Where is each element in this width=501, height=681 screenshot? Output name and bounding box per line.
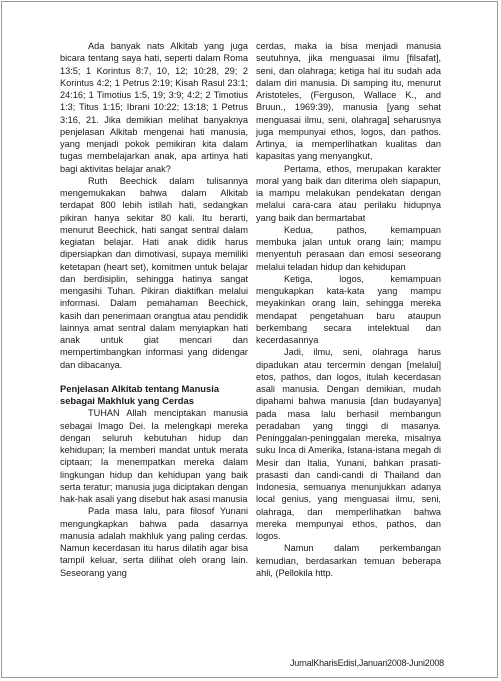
left-column: [60, 40, 248, 579]
paragraph: Ketiga, logos, kemampuan mengukapkan kata-kata yang mampu meyakinkan orang lain, sehingga mereka mendapat pengetahuan baru ataupun berkembang secara intelektual dan kecerdasannya: [256, 273, 441, 345]
paragraph: Kedua, pathos, kemampuan membuka jalan untuk orang lain; mampu menyentuh perasaan dan emosi seseorang melalui teladan hidup dan kehidupan: [256, 224, 441, 272]
paragraph: Namun dalam perkembangan kemudian, berdasarkan temuan beberapa ahli, (Pellokila http.: [256, 543, 441, 578]
section-heading: Penjelasan Alkitab tentang Manusia sebagai Makhluk yang Cerdas: [60, 382, 220, 406]
journal-footer: JurnalKharisEdisI,Januari2008-Juni2008: [289, 658, 444, 668]
paragraph: TUHAN Allah menciptakan manusia sebagai Imago Dei. Ia melengkapi mereka dengan seluruh kebutuhan hidup dan kehidupan; Ia memberi mandat untuk merata ciptaan; Ia menempatkan mereka dalam lingkungan hidup dan kehidupan yang baik serta teratur; manusia juga diciptakan dengan hak-hak asali yang disebut hak asasi manusia: [60, 408, 248, 504]
paragraph: Pada masa lalu, para filosof Yunani mengungkapkan bahwa pada dasarnya manusia adalah makhluk yang paling cerdas. Namun kecerdasan itu harus dilatih agar bisa tampil keluar, serta dilihat oleh orang lain. Seseorang yang: [60, 506, 248, 578]
paragraph: Jadi, ilmu, seni, olahraga harus dipadukan atau tercermin dengan [melalui] etos, pathos, dan logos, itulah kecerdasan asali manusia. Dengan demikian, mudah dipahami bahwa manusia [dan budayanya] pada masa lalu berhasil membangun peradaban yang tinggi di masanya. Peninggalan-peninggalan mereka, misalnya suku Inca di Amerika, Istana-istana megah di Mesir dan Italia, Yunani, bahkan prasati-prasasti dan candi-candi di Thailand dan Indonesia, semuanya menunjukkan adanya local genius, yang menguasai ilmu, seni, olahraga, dan memperlihatkan bahwa mereka mempunyai ethos, pathos, dan logos.: [256, 347, 441, 541]
right-column: [256, 40, 441, 579]
paragraph: Pertama, ethos, merupakan karakter moral yang baik dan diterima oleh siapapun, ia mampu melakukan pendekatan dengan melalui cara-cara atau perilaku hidupnya yang baik dan bermartabat: [256, 163, 441, 223]
paragraph: Ada banyak nats Alkitab yang juga bicara tentang saya hati, seperti dalam Roma 13:5; 1 Korintus 8:7, 10, 12; 10:28, 29; 2 Korintus 4:2; 1 Petrus 2:19; Kisah Rasul 23:1; 24:16; 1 Timotius 1:5, 19; 3:9; 4:2; 2 Timotius 1:3; Titus 1:15; Ibrani 10:22; 13:18; 1 Petrus 3:16, 21. Jika demikian melihat banyaknya penjelasan Alkitab mengenai hati manusia, yang menjadi pokok pemikiran kita dalam tugas membelajarkan anak, apa artinya hati bagi aktivitas belajar anak?: [60, 41, 248, 174]
paragraph: Ruth Beechick dalam tulisannya mengemukakan bahwa dalam Alkitab terdapat 800 lebih istilah hati, sedangkan pikiran hanya sekitar 80 kali. Itu berarti, menurut Beechick, hati sangat sentral dalam kegiatan belajar. Hati anak didik harus dipersiapkan dan dimotivasi, supaya memiliki ketetapan (heart set), komitmen untuk belajar dan berdisiplin, sehingga hatinya sangat mengasihi Tuhan. Pikiran diaktifkan melalui informasi. Dalam pemahaman Beechick, kasih dan penerimaan orangtua atau pendidik lainnya amat sentral dalam menyiapkan hati anak untuk giat mencari dan mempertimbangkan informasi yang didengar dan dibacanya.: [60, 175, 248, 370]
paragraph: cerdas, maka ia bisa menjadi manusia seutuhnya, jika menguasai ilmu [filsafat], seni, dan olahraga; ketiga hal itu sudah ada dalam diri manusia. Di samping itu, menurut Aristoteles, (Ferguson, Wallace K., and Bruun., 1969:39), manusia [yang sehat menguasai ilmu, seni, olahraga] seharusnya juga mempunyai ethos, logos, dan pathos. Artinya, ia memperlihatkan kualitas dan kapasitas yang menyangkut,: [256, 41, 441, 162]
